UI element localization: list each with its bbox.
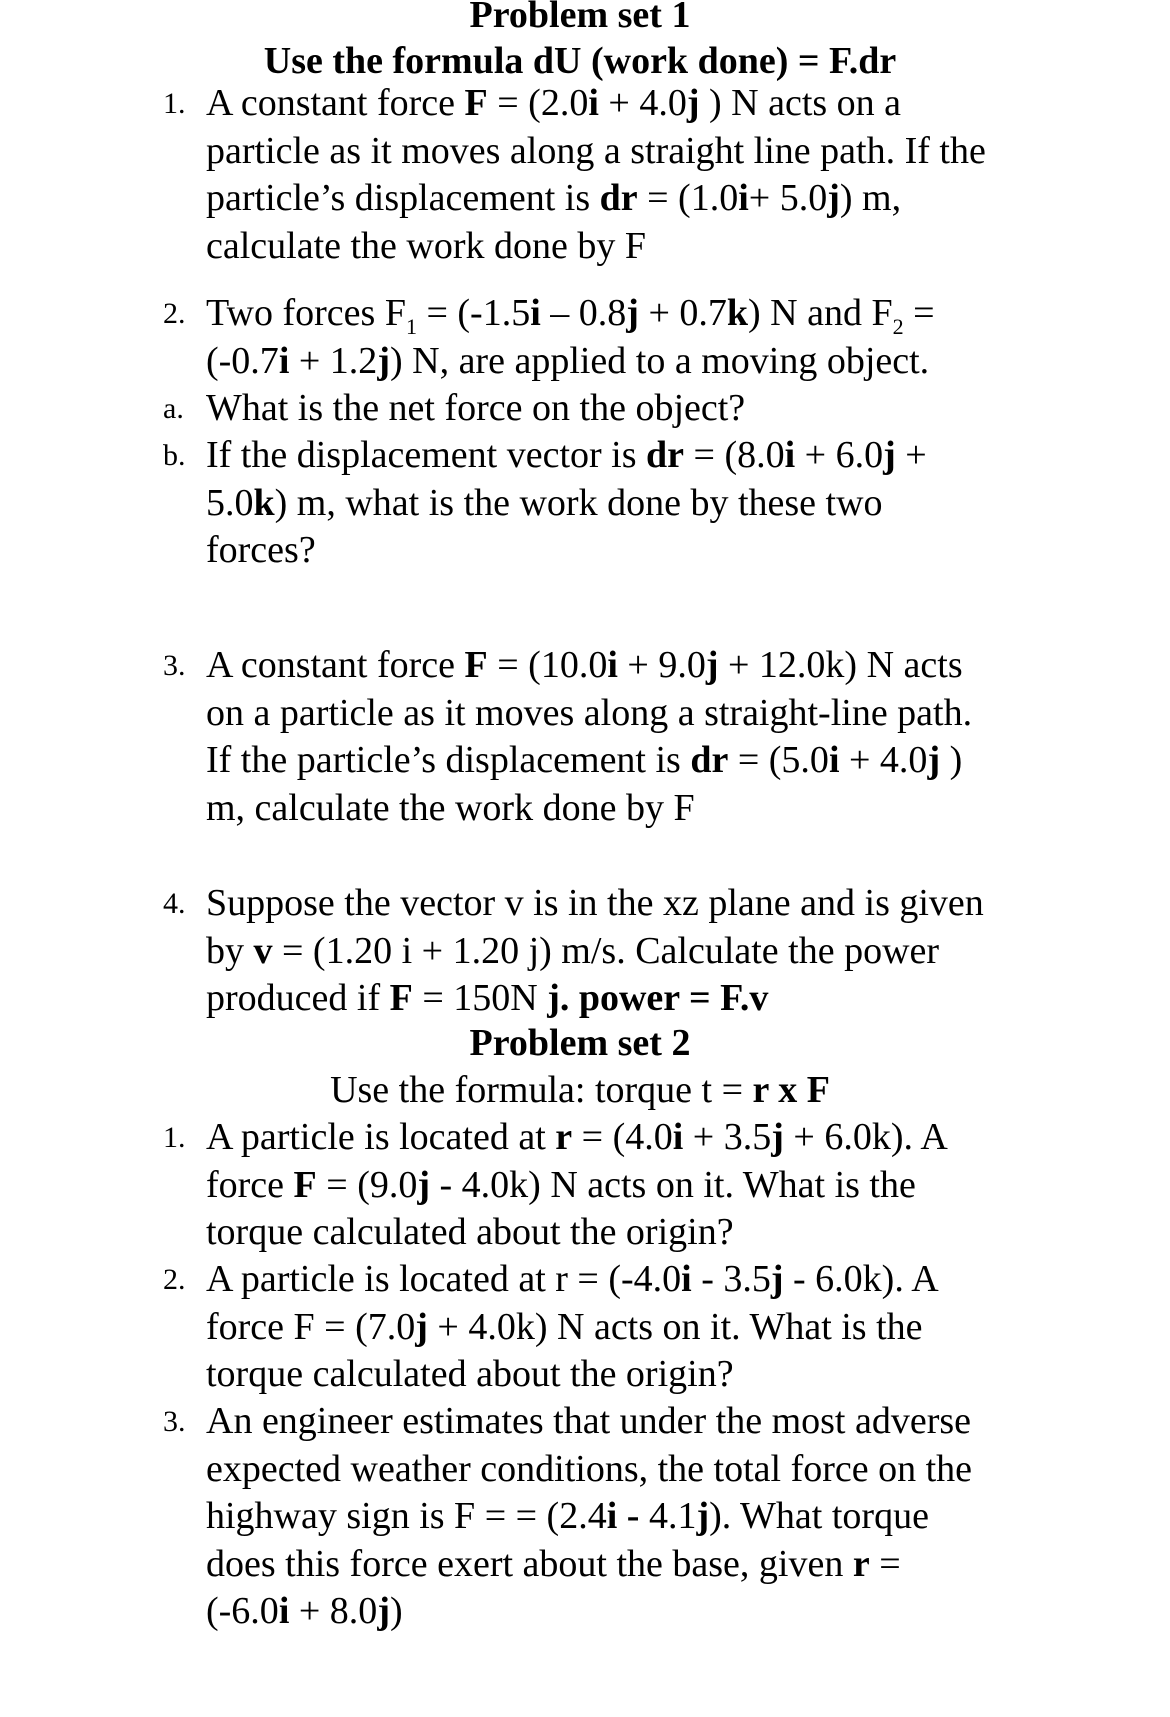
problem-number: 3.	[163, 1405, 186, 1438]
problem-text: What is the net force on the object?	[206, 387, 746, 429]
problem-set-2-title: Problem set 2	[469, 1022, 691, 1064]
problem-number: 1.	[163, 1121, 186, 1154]
problem-text: An engineer estimates that under the most adverse expected weather conditions, the total force on the highway sign is F = = (2.4i - 4.1j). What torque does this force exert about the base, given r = (-6.0i + 8.0j)	[206, 1400, 973, 1632]
problem-number: 2.	[163, 297, 186, 330]
problem-set-1-title: Problem set 1	[469, 0, 691, 36]
problem-text: Suppose the vector v is in the xz plane and is given by v = (1.20 i + 1.20 j) m/s. Calculate the power produced if F = 150N j. power = F.v	[206, 882, 984, 1019]
problem-text: Two forces $F_1 = (-1.5i - 0.8j + 0.7k)$ N and $F_2$ = (-0.7i + 1.2j) N, are applied to a moving object.	[206, 292, 935, 382]
problem-text: A constant force F = (10.0i + 9.0j + 12.0k) N acts on a particle as it moves along a straight-line path. If the particle’s displacement is dr = (5.0i + 4.0j ) m, calculate the work done by F	[206, 644, 973, 829]
problem-number: 4.	[163, 887, 186, 920]
problem-text: A particle is located at r = (4.0i + 3.5j + 6.0k). A force F = (9.0j - 4.0k) N acts on it. What is the torque calculated about the origin?	[206, 1116, 948, 1253]
problem-set-1-formula: Use the formula dU (work done) = F.dr	[263, 40, 897, 82]
problem-text: A particle is located at r = (-4.0i - 3.5j - 6.0k). A force F = (7.0j + 4.0k) N acts on it. What is the torque calculated about the origin?	[206, 1258, 939, 1395]
sub-problem-letter: b.	[163, 439, 186, 472]
problem-text: If the displacement vector is dr = (8.0i + 6.0j + 5.0k) m, what is the work done by these two forces?	[206, 434, 927, 571]
sub-problem-letter: a.	[163, 392, 184, 425]
problem-set-2-formula: Use the formula: torque t = r x F	[330, 1069, 830, 1111]
problem-text: A constant force F = (2.0i + 4.0j ) N acts on a particle as it moves along a straight line path. If the particle’s displacement is dr = (1.0i+ 5.0j) m, calculate the work done by F	[206, 82, 986, 267]
problem-number: 2.	[163, 1263, 186, 1296]
problem-number: 3.	[163, 649, 186, 682]
problem-number: 1.	[163, 87, 186, 120]
